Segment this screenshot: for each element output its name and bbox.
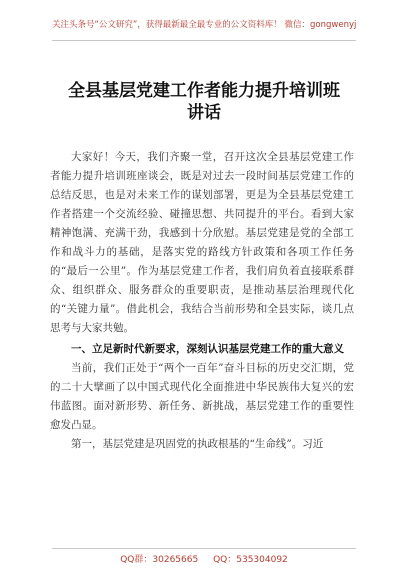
header-notice: 关注头条号“公文研究”，获得最新最全最专业的公文资料库！ 微信：gongwenyj: [52, 20, 357, 30]
footer-contact: [52, 552, 356, 565]
paragraph-context: 当前，我们正处于“两个一百年”奋斗目标的历史交汇期，党的二十大擘画了以中国式现代化全面推进中华民族伟大复兴的宏伟蓝图。面对新形势、新任务、新挑战，基层党建工作的重要性愈发凸显。: [50, 362, 354, 431]
title-line-1: 全县基层党建工作者能力提升培训班: [68, 81, 340, 101]
document-title: [60, 80, 348, 124]
footer-qq: QQ：535304092: [213, 555, 288, 565]
paragraph-intro: 大家好！今天，我们齐聚一堂，召开这次全县基层党建工作者能力提升培训班座谈会，既是对过去一段时间基层党建工作的总结反思，也是对未来工作的谋划部署，更是为全县基层党建工作者搭建一个交流经验、碰撞思想、共同提升的平台。看到大家精神饱满、充满干劲，我感到十分欣慰。基层党建是党的全部工作和战斗力的基础，是落实党的路线方针政策和各项工作任务的“最后一公里”。作为基层党建工作者，我们肩负着直接联系群众、组织群众、服务群众的重要职责，是推动基层治理现代化的“关键力量”。借此机会，我结合当前形势和全县实际，谈几点思考与大家共勉。: [50, 151, 354, 334]
footer-divider: [52, 548, 356, 549]
footer-qq-group: QQ群：30265665: [120, 555, 199, 565]
paragraph-point-1: 第一，基层党建是巩固党的执政根基的“生命线”。习近: [71, 438, 324, 450]
document-body: [50, 148, 354, 454]
section-heading-1: 一、立足新时代新要求，深刻认识基层党建工作的重大意义: [71, 343, 344, 355]
title-line-2: 讲话: [187, 103, 221, 123]
header-divider: [52, 40, 356, 41]
